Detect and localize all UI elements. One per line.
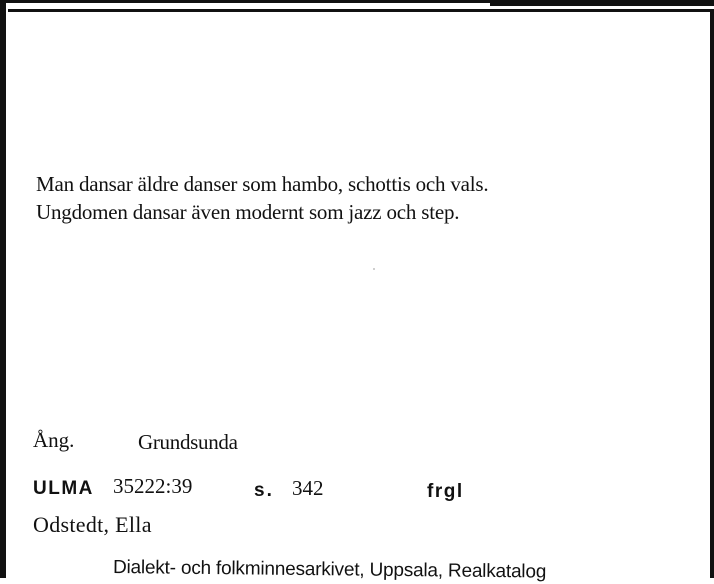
card-right-border xyxy=(710,10,714,578)
page-label: s. xyxy=(254,480,274,501)
ulma-label: ULMA xyxy=(33,478,94,499)
informant-name: Odstedt, Ella xyxy=(33,512,152,537)
category-code: frgl xyxy=(427,481,464,502)
body-line-2: Ungdomen dansar även modernt som jazz och step. xyxy=(36,200,460,224)
ang-value: Grundsunda xyxy=(138,430,238,454)
card-body-text xyxy=(36,170,488,226)
page-number: 342 xyxy=(292,476,324,500)
card-top-border xyxy=(0,0,714,15)
card-left-border xyxy=(0,0,6,578)
ulma-number: 35222:39 xyxy=(113,474,193,498)
body-line-1: Man dansar äldre danser som hambo, schottis och vals. xyxy=(36,172,489,196)
scan-speck xyxy=(373,268,375,270)
ang-label: Ång. xyxy=(33,428,75,452)
archive-footer: Dialekt- och folkminnesarkivet, Uppsala, Realkatalog xyxy=(112,557,547,583)
